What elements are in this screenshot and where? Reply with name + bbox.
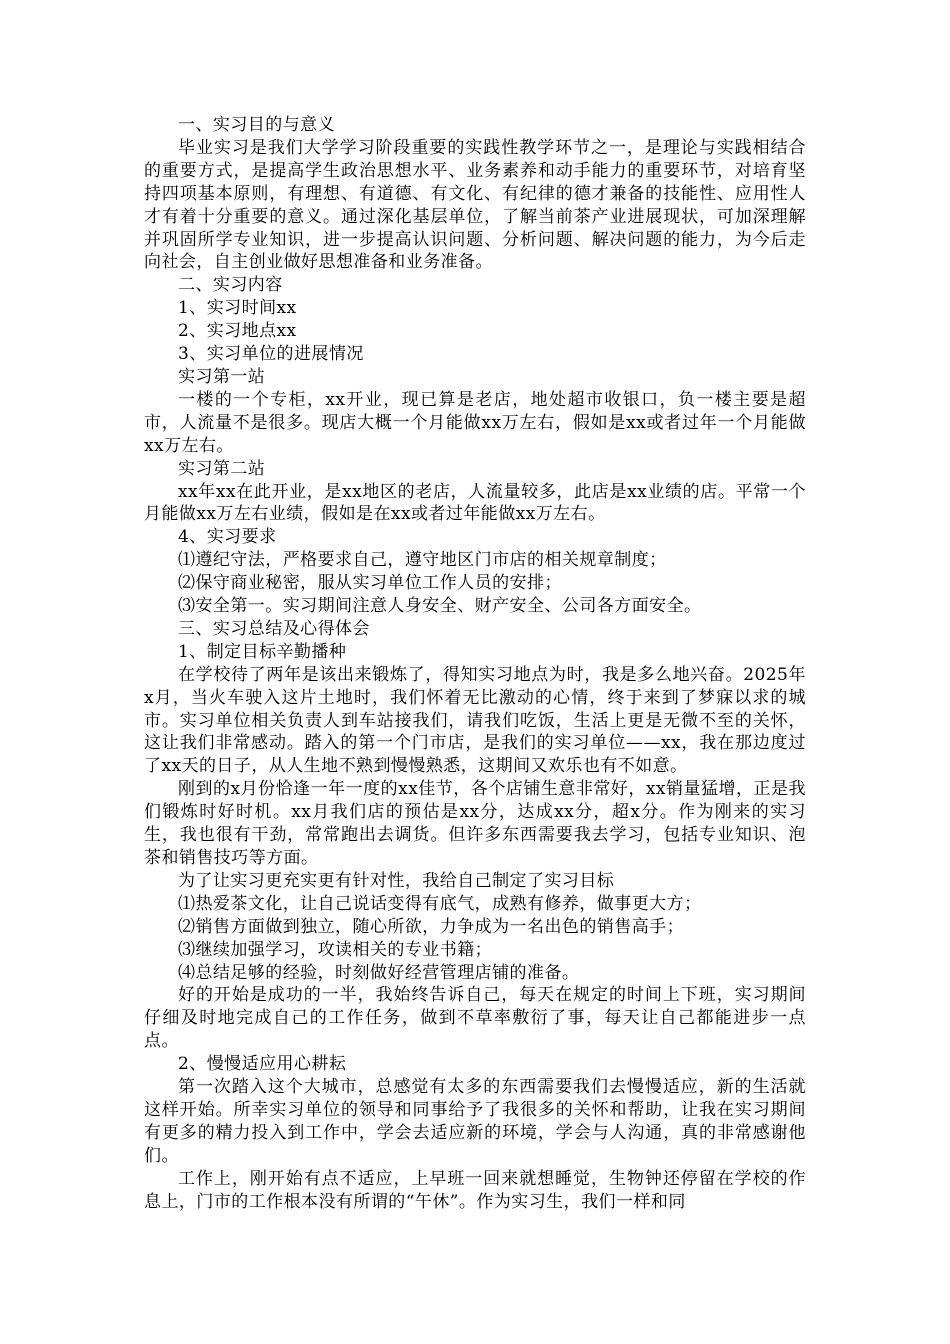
paragraph: 在学校待了两年是该出来锻炼了，得知实习地点为时，我是多么地兴奋。2025年x月，当火车驶入这片土地时，我们怀着无比激动的心情，终于来到了梦寐以求的城市。实习单位相关负责人到车站接我们，请我们吃饭，生活上更是无微不至的关怀，这让我们非常感动。踏入的第一个门市店，是我们的实习单位——xx，我在那边度过了xx天的日子，从人生地不熟到慢慢熟悉，这期间又欢乐也有不如意。 — [144, 664, 806, 777]
subheading: 实习第一站 — [178, 366, 266, 387]
list-item: ⑶继续加强学习，攻读相关的专业书籍； — [178, 939, 493, 960]
list-item: ⑷总结足够的经验，时刻做好经营管理店铺的准备。 — [178, 962, 580, 983]
list-item: ⑵销售方面做到独立，随心所欲，力争成为一名出色的销售高手； — [178, 916, 685, 937]
subheading: 实习第二站 — [178, 458, 266, 479]
list-item: 2、实习地点xx — [178, 321, 297, 342]
paragraph: 一楼的一个专柜，xx开业，现已算是老店，地处超市收银口，负一楼主要是超市，人流量不是很多。现店大概一个月能做xx万左右，假如是xx或者过年一个月能做xx万左右。 — [144, 389, 806, 456]
list-item: 4、实习要求 — [178, 527, 277, 548]
paragraph: 刚到的x月份恰逢一年一度的xx佳节，各个店铺生意非常好，xx销量猛增，正是我们锻炼时好时机。xx月我们店的预估是xx分，达成xx分，超x分。作为刚来的实习生，我也很有干劲，常常跑出去调货。但许多东西需要我去学习，包括专业知识、泡茶和销售技巧等方面。 — [144, 779, 806, 868]
paragraph: 工作上，刚开始有点不适应，上早班一回来就想睡觉，生物钟还停留在学校的作息上，门市的工作根本没有所谓的“午休”。作为实习生，我们一样和同 — [144, 1168, 806, 1212]
list-item: ⑴遵纪守法，严格要求自己，遵守地区门市店的相关规章制度； — [178, 550, 667, 571]
subheading: 2、慢慢适应用心耕耘 — [178, 1054, 347, 1075]
subheading: 1、制定目标辛勤播种 — [178, 641, 347, 662]
section-heading-2: 二、实习内容 — [178, 275, 283, 296]
paragraph: 好的开始是成功的一半，我始终告诉自己，每天在规定的时间上下班，实习期间仔细及时地完成自己的工作任务，做到不草率敷衍了事，每天让自己都能进步一点点。 — [144, 985, 806, 1052]
list-item: ⑵保守商业秘密，服从实习单位工作人员的安排； — [178, 573, 562, 594]
paragraph: 第一次踏入这个大城市，总感觉有太多的东西需要我们去慢慢适应，新的生活就这样开始。所幸实习单位的领导和同事给予了我很多的关怀和帮助，让我在实习期间有更多的精力投入到工作中，学会去适应新的环境，学会与人沟通，真的非常感谢他们。 — [144, 1077, 806, 1166]
list-item: 1、实习时间xx — [178, 298, 297, 319]
section-heading-1: 一、实习目的与意义 — [178, 115, 336, 135]
list-item: 3、实习单位的进展情况 — [178, 344, 364, 365]
paragraph: 毕业实习是我们大学学习阶段重要的实践性教学环节之一，是理论与实践相结合的重要方式，是提高学生政治思想水平、业务素养和动手能力的重要环节，对培育坚持四项基本原则，有理想、有道德、有文化、有纪律的德才兼备的技能性、应用性人才有着十分重要的意义。通过深化基层单位，了解当前茶产业进展现状，可加深理解并巩固所学专业知识，进一步提高认识问题、分析问题、解决问题的能力，为今后走向社会，自主创业做好思想准备和业务准备。 — [144, 137, 806, 273]
document-body — [144, 114, 806, 1214]
paragraph: xx年xx在此开业，是xx地区的老店，人流量较多，此店是xx业绩的店。平常一个月能做xx万左右业绩，假如是在xx或者过年能做xx万左右。 — [144, 481, 806, 525]
section-heading-3: 三、实习总结及心得体会 — [178, 618, 370, 639]
list-item: ⑴热爱茶文化，让自己说话变得有底气，成熟有修养，做事更大方； — [178, 893, 702, 914]
list-item: ⑶安全第一。实习期间注意人身安全、财产安全、公司各方面安全。 — [178, 596, 702, 617]
paragraph: 为了让实习更充实更有针对性，我给自己制定了实习目标 — [178, 870, 615, 891]
